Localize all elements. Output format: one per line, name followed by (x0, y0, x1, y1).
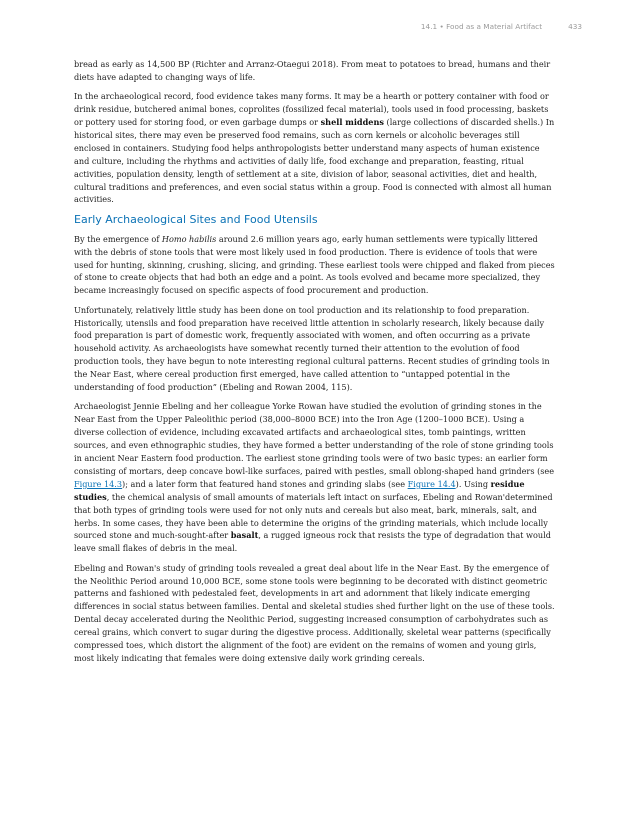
species-name: Homo habilis (161, 233, 217, 244)
paragraph (74, 400, 556, 555)
paragraph (74, 90, 556, 206)
text: around 2.6 million years ago, early human settlements were typically littered with the debris of stone tools that were most likely used in food production. There is evidence of tools that were used for hunting, skinning, crushing, slicing, and grinding. These earliest tools were chipped and flaked from pieces of stone to create objects that had both an edge and a point. As tools evolved and became more specialized, they became increasingly focused on specific aspects of food procurement and production. (74, 233, 555, 296)
paragraph (74, 233, 556, 298)
section-title: 14.1 • Food as a Material Artifact (420, 22, 543, 31)
page-body (74, 58, 556, 671)
text: , a rugged igneous rock that resists the type of degradation that would leave small flakes of debris in the meal. (74, 530, 551, 554)
text: (large collections of discarded shells.) In historical sites, there may even be preserved food remains, such as corn kernels or alcoholic beverages still enclosed in containers. Studying food helps anthropologists better understand many aspects of human existence and culture, including the rhythms and activities of daily life, food exchange and preparation, feasting, ritual activities, population density, length of settlement at a site, division of labor, seasonal activities, diet and health, cultural traditions and preferences, and even social status within a group. Food is connected with almost all human activities. (74, 117, 555, 205)
page-number: 433 (568, 22, 582, 31)
text: Archaeologist Jennie Ebeling and her colleague Yorke Rowan have studied the evolution of grinding stones in the Near East from the Upper Paleolithic period (38,000–8000 BCE) into the Iron Age (1200–1000 BCE). Using a diverse collection of evidence, including excavated artifacts and archaeological sites, tomb paintings, written sources, and even ethnographic studies, they have formed a better understanding of the role of stone grinding tools in ancient Near Eastern food production. The earliest stone grinding tools were of two basic types: an earlier form consisting of mortars, deep concave bowl-like surfaces, paired with pestles, small oblong-shaped hand grinders (see (74, 401, 555, 476)
paragraph: Unfortunately, relatively little study has been done on tool production and its relationship to food preparation. Historically, utensils and food preparation have received little attention in scholarly research, likely because daily food preparation is part of domestic work, frequently associated with women, and often occurring as a private household activity. As archaeologists have somewhat recently turned their attention to the evolution of food production tools, they have begun to note interesting regional cultural patterns. Recent studies of grinding tools in the Near East, where cereal production first emerged, have called attention to “untapped potential in the understanding of food production” (Ebeling and Rowan 2004, 115). (74, 304, 550, 393)
text: ). Using (455, 478, 491, 489)
key-term: residue studies (74, 478, 525, 502)
section-heading: Early Archaeological Sites and Food Utensils (74, 212, 318, 226)
paragraph: Ebeling and Rowan's study of grinding tools revealed a great deal about life in the Near East. By the emergence of the Neolithic Period around 10,000 BCE, some stone tools were beginning to be decorated with distinct geometric patterns and fashioned with pedestaled feet, developments in art and adornment that likely indicate emerging differences in social status between families. Dental and skeletal studies shed further light on the use of these tools. Dental decay accelerated during the Neolithic Period, suggesting increased consumption of carbohydrates such as cereal grains, which convert to sugar during the digestive process. Additionally, skeletal wear patterns (specifically compressed toes, which distort the alignment of the foot) are evident on the remains of women and young girls, most likely indicating that females were doing extensive daily work grinding cereals. (74, 562, 555, 664)
figure-link[interactable]: Figure 14.3 (74, 478, 123, 489)
text: In the archaeological record, food evidence takes many forms. It may be a hearth or pottery container with food or drink residue, butchered animal bones, coprolites (fossilized fecal material), tools used in food processing, baskets or pottery used for storing food, or even garbage dumps or (74, 91, 549, 128)
key-term: shell middens (320, 117, 384, 128)
key-term: basalt (230, 530, 259, 541)
text: , the chemical analysis of small amounts of materials left intact on surfaces, Ebeling and Rowan'determined that both types of grinding tools were used for not only nuts and cereals but also meat, bark, minerals, salt, and herbs. In some cases, they have been able to determine the origins of the grinding materials, which include locally sourced stone and much-sought-after (74, 491, 553, 541)
text: ); and a later form that featured hand stones and grinding slabs (see (122, 478, 408, 489)
paragraph: bread as early as 14,500 BP (Richter and Arranz-Otaegui 2018). From meat to potatoes to bread, humans and their diets have adapted to changing ways of life. (74, 59, 551, 82)
running-header (421, 22, 582, 31)
figure-link[interactable]: Figure 14.4 (407, 478, 456, 489)
text: By the emergence of (74, 233, 162, 244)
